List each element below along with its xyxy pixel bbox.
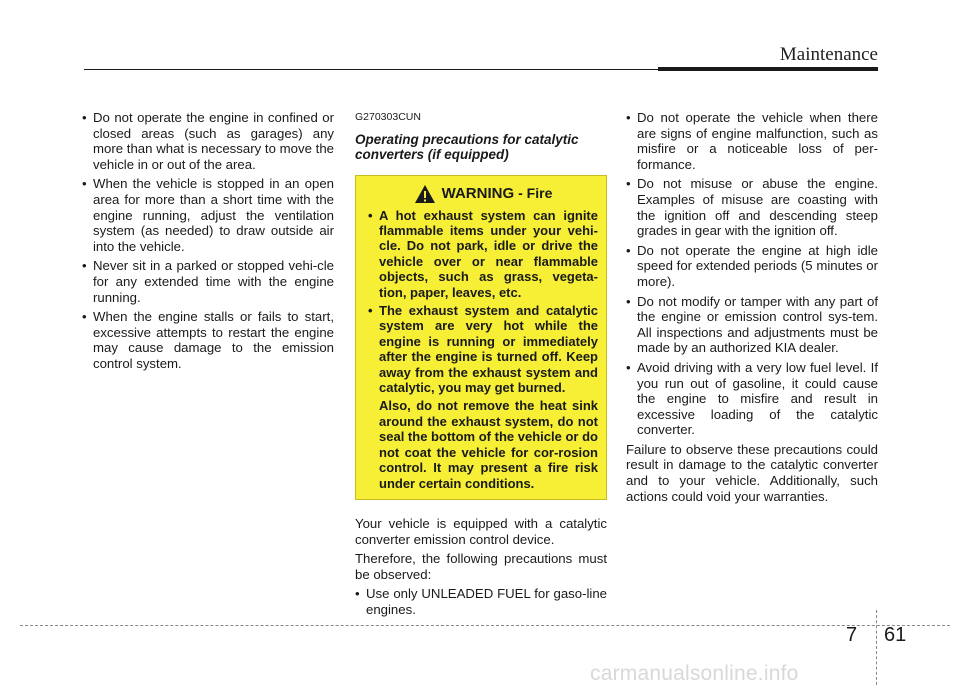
warning-box: [355, 175, 607, 500]
list-item: • When the vehicle is stopped in an open area for more than a short time with the engine running, adjust the ventilation system (as needed) to draw outside air into the vehicle.: [82, 176, 334, 254]
footer-vertical-divider: [876, 610, 877, 685]
middle-bullet-list: [355, 586, 607, 617]
list-item: • A hot exhaust system can ignite flammable items under your vehi-cle. Do not park, idle or drive the vehicle over or near flammable objects, such as grass, vegeta-tion, paper, leaves, etc.: [368, 208, 598, 300]
watermark: carmanualsonline.info: [590, 662, 799, 685]
footer-divider: [20, 625, 950, 626]
list-item: • Avoid driving with a very low fuel level. If you run out of gasoline, it could cause the engine to misfire and result in excessive loading of the catalytic converter.: [626, 360, 878, 438]
list-item: • Do not misuse or abuse the engine. Examples of misuse are coasting with the ignition off and descending steep grades in gear with the ignition off.: [626, 176, 878, 238]
warning-label: WARNING: [441, 184, 515, 202]
document-code: G270303CUN: [355, 111, 421, 123]
left-bullet-list: [82, 110, 334, 372]
warning-paragraph: Also, do not remove the heat sink around the exhaust system, do not seal the bottom of the vehicle or do not coat the vehicle for cor-rosion control. It may present a fire risk under certain conditions.: [379, 398, 598, 491]
body-paragraph: Therefore, the following precautions must be observed:: [355, 551, 607, 582]
warning-subtitle: - Fire: [518, 184, 553, 201]
list-item: • Use only UNLEADED FUEL for gaso-line engines.: [355, 586, 607, 617]
list-item: • Do not modify or tamper with any part of the engine or emission control sys-tem. All inspections and adjustments must be made by an authorized KIA dealer.: [626, 294, 878, 356]
left-column: [82, 110, 334, 376]
list-item: • Do not operate the engine in confined or closed areas (such as garages) any more than what is necessary to move the vehicle in or out of the area.: [82, 110, 334, 172]
chapter-number: 7: [846, 624, 858, 646]
list-item: • The exhaust system and catalytic system are very hot while the engine is running or immediately after the engine is turned off. Keep away from the exhaust system and catalytic, you may get burned.: [368, 303, 598, 395]
section-title: Maintenance: [779, 44, 878, 65]
list-item: • Do not operate the engine at high idle speed for extended periods (5 minutes or more).: [626, 243, 878, 290]
warning-header: [368, 184, 598, 204]
right-bullet-list: [626, 110, 878, 438]
list-item: • Do not operate the vehicle when there are signs of engine malfunction, such as misfire or a noticeable loss of per-formance.: [626, 110, 878, 172]
body-paragraph: Your vehicle is equipped with a catalytic converter emission control device.: [355, 515, 607, 547]
list-item: • Never sit in a parked or stopped vehi-cle for any extended time with the engine running.: [82, 258, 334, 305]
list-item: • When the engine stalls or fails to start, excessive attempts to restart the engine may cause damage to the emission control system.: [82, 309, 334, 371]
section-heading: Operating precautions for catalytic converters (if equipped): [355, 131, 579, 163]
header-rule-accent: [658, 67, 878, 71]
right-column: [626, 110, 878, 508]
page-number: 61: [884, 624, 907, 646]
warning-bullet-list: [368, 208, 598, 396]
warning-triangle-icon: [414, 184, 436, 204]
middle-column: [355, 110, 607, 621]
closing-paragraph: Failure to observe these precautions could result in damage to the catalytic converter and to your vehicle. Additionally, such actions could void your warranties.: [626, 441, 878, 504]
